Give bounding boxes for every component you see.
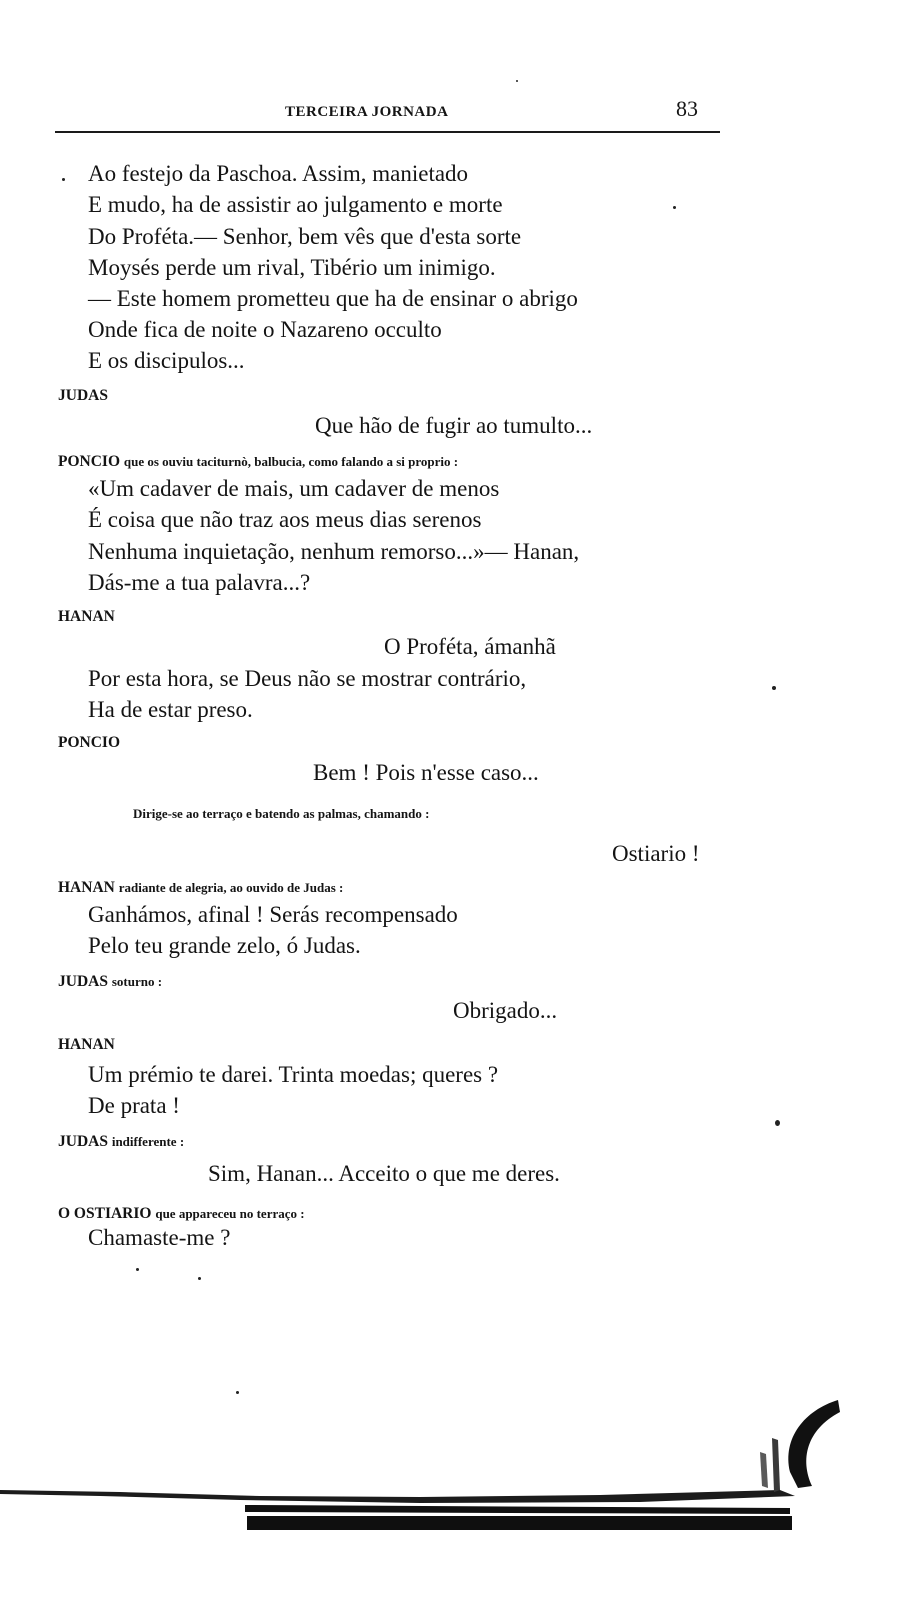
verse-line: Sim, Hanan... Acceito o que me deres. [208,1161,560,1186]
verse-line: Do Proféta.— Senhor, bem vês que d'esta sorte [88,224,522,249]
speaker-name: HANAN [58,1036,115,1053]
verse-line: Por esta hora, se Deus não se mostrar contrário, [88,666,527,691]
verse-line: É coisa que não traz aos meus dias serenos [88,507,482,532]
scan-speck [775,1120,780,1126]
speaker-heading [58,972,162,992]
speaker-name: PONCIO [58,453,120,470]
verse-line: E os discipulos... [88,348,245,373]
verse-line: De prata ! [88,1093,180,1118]
speaker-heading [58,878,343,898]
verse-line: Que hão de fugir ao tumulto... [315,413,593,438]
scan-speck [136,1268,139,1271]
stage-direction: que os ouviu taciturnò, balbucia, como falando a si proprio : [123,454,459,469]
verse-line: — Este homem prometteu que ha de ensinar o abrigo [88,286,578,311]
speaker-heading [58,452,458,472]
speaker-name: O OSTIARIO [58,1205,152,1222]
header-rule [55,131,720,133]
stage-direction: soturno : [111,974,163,989]
verse-line: Dás-me a tua palavra...? [88,570,311,595]
verse-line: Ganhámos, afinal ! Serás recompensado [88,902,458,927]
scan-speck [62,178,65,181]
speaker-name: JUDAS [58,1133,108,1150]
speaker-name: PONCIO [58,734,120,751]
verse-line: «Um cadaver de mais, um cadaver de menos [88,476,500,501]
verse-line: Ao festejo da Paschoa. Assim, manietado [88,161,469,186]
stage-direction: indifferente : [111,1134,185,1149]
page-number: 83 [676,96,698,121]
verse-line: Onde fica de noite o Nazareno occulto [88,317,442,342]
verse-line: Bem ! Pois n'esse caso... [313,760,539,785]
stage-direction: radiante de alegria, ao ouvido de Judas : [118,880,344,895]
speaker-heading [58,1204,305,1224]
verse-line: Ostiario ! [612,841,700,866]
speaker-name: JUDAS [58,387,108,404]
stage-direction: Dirige-se ao terraço e batendo as palmas, chamando : [133,806,430,821]
speaker-heading [58,1132,184,1152]
scan-edge-artifact [0,1360,900,1605]
scan-speck [516,80,518,82]
verse-line: E mudo, ha de assistir ao julgamento e morte [88,192,503,217]
verse-line: Um prémio te darei. Trinta moedas; queres ? [88,1062,499,1087]
verse-line: Obrigado... [453,998,558,1023]
scan-speck [673,206,676,209]
verse-line: Ha de estar preso. [88,697,253,722]
speaker-name: HANAN [58,879,115,896]
verse-line: Nenhuma inquietação, nenhum remorso...»— Hanan, [88,539,580,564]
scan-speck [772,686,776,690]
speaker-name: HANAN [58,608,115,625]
verse-line: Pelo teu grande zelo, ó Judas. [88,933,361,958]
scan-speck [198,1277,201,1280]
stage-direction: que appareceu no terraço : [155,1206,305,1221]
speaker-name: JUDAS [58,973,108,990]
verse-line: Moysés perde um rival, Tibério um inimigo. [88,255,496,280]
running-header: TERCEIRA JORNADA [285,104,449,120]
verse-line: O Proféta, ámanhã [384,634,556,659]
verse-line: Chamaste-me ? [88,1225,231,1250]
